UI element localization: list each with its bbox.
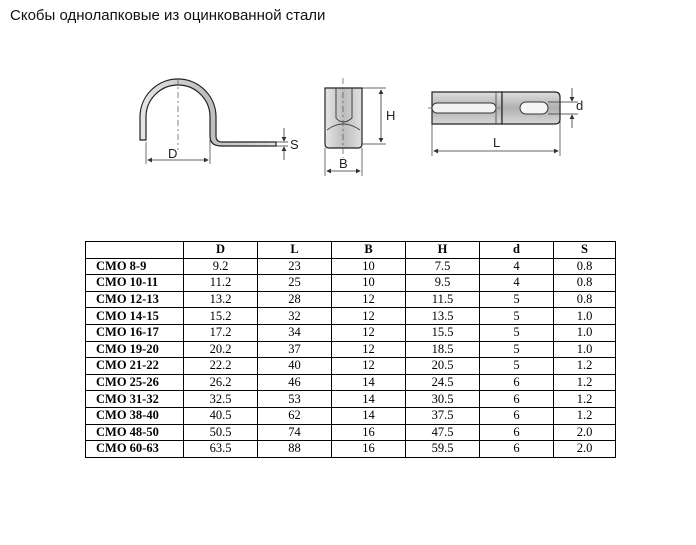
value-cell: 22.2 — [184, 358, 258, 375]
column-header-l: L — [258, 242, 332, 259]
page-title: Скобы однолапковые из оцинкованной стали — [10, 7, 326, 24]
technical-drawing — [0, 0, 696, 235]
value-cell: 9.2 — [184, 258, 258, 275]
value-cell: 37 — [258, 341, 332, 358]
model-cell: СМО 25-26 — [86, 374, 184, 391]
value-cell: 23 — [258, 258, 332, 275]
table-row — [86, 324, 616, 341]
value-cell: 18.5 — [406, 341, 480, 358]
value-cell: 1.0 — [554, 324, 616, 341]
table-row — [86, 308, 616, 325]
top-view — [428, 88, 583, 156]
value-cell: 63.5 — [184, 441, 258, 458]
value-cell: 46 — [258, 374, 332, 391]
value-cell: 6 — [480, 407, 554, 424]
spec-table — [85, 241, 616, 458]
value-cell: 13.2 — [184, 291, 258, 308]
value-cell: 17.2 — [184, 324, 258, 341]
table-row — [86, 358, 616, 375]
value-cell: 0.8 — [554, 291, 616, 308]
table-row — [86, 275, 616, 292]
value-cell: 26.2 — [184, 374, 258, 391]
table-body — [86, 258, 616, 457]
dimension-s-label: S — [290, 137, 299, 152]
value-cell: 5 — [480, 308, 554, 325]
value-cell: 88 — [258, 441, 332, 458]
value-cell: 0.8 — [554, 275, 616, 292]
value-cell: 2.0 — [554, 424, 616, 441]
value-cell: 32 — [258, 308, 332, 325]
table-row — [86, 391, 616, 408]
model-cell: СМО 48-50 — [86, 424, 184, 441]
table-row — [86, 424, 616, 441]
value-cell: 30.5 — [406, 391, 480, 408]
value-cell: 2.0 — [554, 441, 616, 458]
model-cell: СМО 19-20 — [86, 341, 184, 358]
value-cell: 5 — [480, 358, 554, 375]
value-cell: 15.2 — [184, 308, 258, 325]
value-cell: 5 — [480, 291, 554, 308]
value-cell: 16 — [332, 424, 406, 441]
value-cell: 4 — [480, 275, 554, 292]
table-row — [86, 407, 616, 424]
value-cell: 40.5 — [184, 407, 258, 424]
side-view — [325, 78, 395, 176]
value-cell: 12 — [332, 308, 406, 325]
value-cell: 10 — [332, 258, 406, 275]
column-header-h: H — [406, 242, 480, 259]
value-cell: 1.2 — [554, 358, 616, 375]
value-cell: 24.5 — [406, 374, 480, 391]
column-header-b: B — [332, 242, 406, 259]
model-cell: СМО 16-17 — [86, 324, 184, 341]
value-cell: 14 — [332, 391, 406, 408]
value-cell: 25 — [258, 275, 332, 292]
value-cell: 6 — [480, 424, 554, 441]
table-header-row — [86, 242, 616, 259]
value-cell: 1.2 — [554, 374, 616, 391]
table-row — [86, 291, 616, 308]
dimension-l-label: L — [493, 135, 501, 150]
value-cell: 28 — [258, 291, 332, 308]
dimension-d-small-label: d — [576, 98, 584, 113]
value-cell: 4 — [480, 258, 554, 275]
mounting-slot — [520, 102, 548, 114]
front-view — [140, 78, 299, 164]
value-cell: 12 — [332, 358, 406, 375]
table-row — [86, 374, 616, 391]
value-cell: 11.2 — [184, 275, 258, 292]
value-cell: 47.5 — [406, 424, 480, 441]
value-cell: 53 — [258, 391, 332, 408]
table-row — [86, 441, 616, 458]
value-cell: 1.0 — [554, 341, 616, 358]
value-cell: 5 — [480, 324, 554, 341]
value-cell: 10 — [332, 275, 406, 292]
value-cell: 6 — [480, 374, 554, 391]
dimension-b-label: B — [339, 156, 348, 171]
model-cell: СМО 60-63 — [86, 441, 184, 458]
value-cell: 7.5 — [406, 258, 480, 275]
model-cell: СМО 8-9 — [86, 258, 184, 275]
model-cell: СМО 31-32 — [86, 391, 184, 408]
value-cell: 32.5 — [184, 391, 258, 408]
value-cell: 14 — [332, 374, 406, 391]
model-cell: СМО 12-13 — [86, 291, 184, 308]
value-cell: 5 — [480, 341, 554, 358]
value-cell: 1.0 — [554, 308, 616, 325]
value-cell: 15.5 — [406, 324, 480, 341]
column-header-d: d — [480, 242, 554, 259]
value-cell: 62 — [258, 407, 332, 424]
value-cell: 16 — [332, 441, 406, 458]
value-cell: 37.5 — [406, 407, 480, 424]
value-cell: 9.5 — [406, 275, 480, 292]
value-cell: 50.5 — [184, 424, 258, 441]
value-cell: 6 — [480, 441, 554, 458]
model-cell: СМО 10-11 — [86, 275, 184, 292]
value-cell: 40 — [258, 358, 332, 375]
value-cell: 11.5 — [406, 291, 480, 308]
dimension-h-label: H — [386, 108, 396, 123]
column-header-s: S — [554, 242, 616, 259]
value-cell: 13.5 — [406, 308, 480, 325]
header-corner — [86, 242, 184, 259]
value-cell: 74 — [258, 424, 332, 441]
value-cell: 20.5 — [406, 358, 480, 375]
table-row — [86, 258, 616, 275]
dimension-d-label: D — [168, 146, 178, 161]
value-cell: 1.2 — [554, 391, 616, 408]
value-cell: 12 — [332, 324, 406, 341]
value-cell: 34 — [258, 324, 332, 341]
table-row — [86, 341, 616, 358]
value-cell: 20.2 — [184, 341, 258, 358]
value-cell: 14 — [332, 407, 406, 424]
column-header-d: D — [184, 242, 258, 259]
model-cell: СМО 14-15 — [86, 308, 184, 325]
value-cell: 12 — [332, 341, 406, 358]
value-cell: 12 — [332, 291, 406, 308]
value-cell: 59.5 — [406, 441, 480, 458]
model-cell: СМО 21-22 — [86, 358, 184, 375]
value-cell: 1.2 — [554, 407, 616, 424]
value-cell: 0.8 — [554, 258, 616, 275]
model-cell: СМО 38-40 — [86, 407, 184, 424]
value-cell: 6 — [480, 391, 554, 408]
